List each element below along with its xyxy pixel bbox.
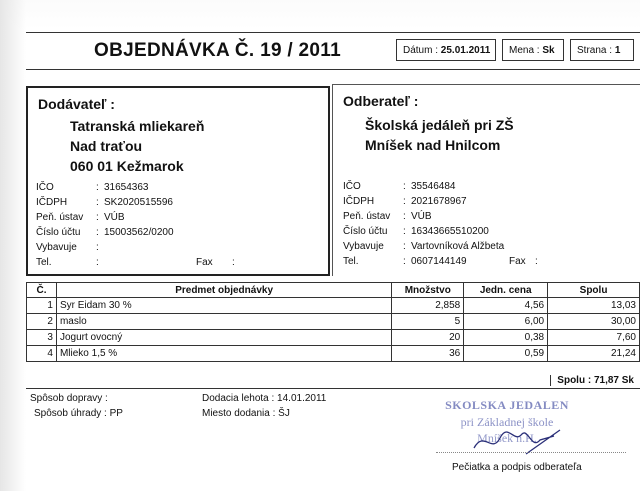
row-number: 2 [27,314,57,330]
table-row [27,346,640,362]
customer-box: Odberateľ : Školská jedáleň pri ZŠ Mníšek nad Hnilcom IČO : 35546484 IČDPH : 2021678967 Peň. ústav : VÚB Číslo účtu : 16343665510200 Vybavuje : Vartovníková Alžbeta Tel. : 0607144149 Fax : [332,84,640,276]
scan-shadow [0,0,26,491]
item-qty: 20 [392,330,464,346]
item-name: Jogurt ovocný [56,330,391,346]
item-qty: 36 [392,346,464,362]
date-value: 25.01.2011 [440,45,491,56]
stamp-line: pri Základnej škole [460,415,554,429]
document-header [26,32,640,70]
supplier-label: Dodávateľ : [38,96,115,112]
column-header: Jedn. cena [464,283,548,298]
item-total: 13,03 [548,298,640,314]
grand-total: Spolu : 71,87 Sk [550,375,634,386]
grand-total-row [26,372,640,389]
column-header: Spolu [548,283,640,298]
row-number: 4 [27,346,57,362]
date-box [396,39,496,61]
item-total: 7,60 [548,330,640,346]
supplier-name: Tatranská mliekareň [70,118,205,134]
column-header: Množstvo [392,283,464,298]
transport-method: Spôsob dopravy : [30,393,108,404]
customer-fax: Fax : [509,256,538,267]
delivery-deadline: Dodacia lehota : 14.01.2011 [202,393,327,404]
currency-value: Sk [542,45,555,56]
item-unit-price: 4,56 [464,298,548,314]
item-unit-price: 0,38 [464,330,548,346]
customer-label: Odberateľ : [343,93,419,109]
customer-city: Mníšek nad Hnilcom [365,137,501,153]
customer-name: Školská jedáleň pri ZŠ [365,117,514,133]
stamp-line: Mníšek n.H. [477,431,537,445]
document-title: OBJEDNÁVKA Č. 19 / 2011 [94,40,341,61]
order-items-table [26,282,640,362]
row-number: 3 [27,330,57,346]
item-qty: 2,858 [392,298,464,314]
supplier-street: Nad traťou [70,138,143,154]
supplier-box: Dodávateľ : Tatranská mliekareň Nad traťou 060 01 Kežmarok IČO : 31654363 IČDPH : SK2020515596 Peň. ústav : VÚB Číslo účtu : 15003562/0200 Vybavuje : Tel. : Fax : [26,86,330,276]
column-header: Č. [27,283,57,298]
signature-line [436,452,626,453]
column-header: Predmet objednávky [56,283,391,298]
delivery-place: Miesto dodania : ŠJ [202,408,290,419]
date-label: Dátum : [403,45,439,56]
item-unit-price: 6,00 [464,314,548,330]
item-qty: 5 [392,314,464,330]
page-value: 1 [614,45,621,56]
row-number: 1 [27,298,57,314]
item-total: 30,00 [548,314,640,330]
item-unit-price: 0,59 [464,346,548,362]
page-box [570,39,634,61]
supplier-fax: Fax : [196,257,235,268]
item-total: 21,24 [548,346,640,362]
table-row [27,330,640,346]
item-name: Mlieko 1,5 % [56,346,391,362]
stamp-line: SKOLSKA JEDALEN [445,398,569,412]
item-name: Syr Eidam 30 % [56,298,391,314]
signature-caption: Pečiatka a podpis odberateľa [452,462,582,473]
table-row [27,298,640,314]
currency-label: Mena : [509,45,540,56]
item-name: maslo [56,314,391,330]
payment-method: Spôsob úhrady : PP [34,408,123,419]
supplier-city: 060 01 Kežmarok [70,158,184,174]
table-row [27,314,640,330]
table-header-row [27,283,640,298]
currency-box [502,39,564,61]
page-label: Strana : [577,45,613,56]
